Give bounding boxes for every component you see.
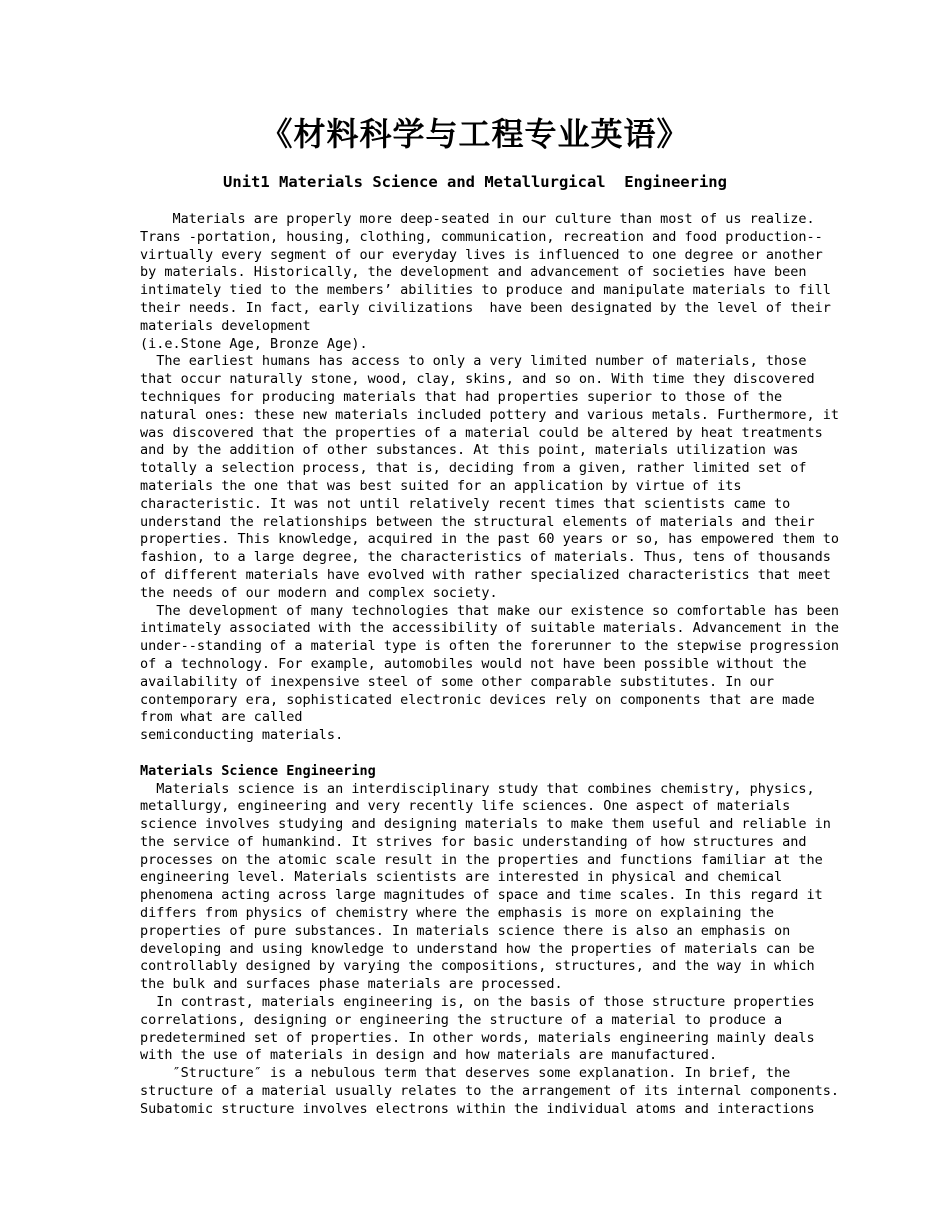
text-line: Materials science is an interdisciplinary study that combines chemistry, physics, (140, 780, 815, 797)
text-line: (i.e.Stone Age, Bronze Age). (140, 335, 368, 352)
text-line: correlations, designing or engineering the structure of a material to produce a (140, 1011, 783, 1028)
text-line: natural ones: these new materials included pottery and various metals. Furthermore, it (140, 406, 839, 423)
text-line: materials development (140, 317, 311, 334)
blank-line (140, 745, 820, 763)
text-line: semiconducting materials. (140, 727, 344, 744)
text-line: structure of a material usually relates to the arrangement of its internal components. (140, 1083, 839, 1100)
text-line: differs from physics of chemistry where the emphasis is more on explaining the (140, 905, 774, 922)
text-line: engineering level. Materials scientists are interested in physical and chemical (140, 869, 783, 886)
text-line: by materials. Historically, the development and advancement of societies have been (140, 264, 807, 281)
text-line: science involves studying and designing materials to make them useful and reliable in (140, 816, 831, 833)
text-line: techniques for producing materials that had properties superior to those of the (140, 388, 783, 405)
text-line: contemporary era, sophisticated electronic devices rely on components that are made (140, 691, 815, 708)
text-line: characteristic. It was not until relatively recent times that scientists came to (140, 495, 791, 512)
text-line: The earliest humans has access to only a very limited number of materials, those (140, 353, 807, 370)
text-line: of a technology. For example, automobiles would not have been possible without the (140, 655, 807, 672)
text-line: intimately associated with the accessibility of suitable materials. Advancement in the (140, 620, 839, 637)
document-title: 《材料科学与工程专业英语》 (260, 115, 690, 153)
text-line: their needs. In fact, early civilizations have been designated by the level of their (140, 299, 831, 316)
text-line: that occur naturally stone, wood, clay, skins, and so on. With time they discovered (140, 371, 815, 388)
text-line: was discovered that the properties of a material could be altered by heat treatments (140, 424, 823, 441)
text-line: of different materials have evolved with rather specialized characteristics that meet (140, 566, 831, 583)
text-line: availability of inexpensive steel of some other comparable substitutes. In our (140, 673, 774, 690)
text-line: totally a selection process, that is, deciding from a given, rather limited set of (140, 460, 807, 477)
text-line: the needs of our modern and complex society. (140, 584, 498, 601)
text-line: with the use of materials in design and how materials are manufactured. (140, 1047, 718, 1064)
text-line: intimately tied to the members’ abilities to produce and manipulate materials to fill (140, 282, 831, 299)
text-line: properties. This knowledge, acquired in the past 60 years or so, has empowered them to (140, 531, 839, 548)
section-heading: Materials Science Engineering (140, 762, 376, 779)
text-line: Trans -portation, housing, clothing, communication, recreation and food production-- (140, 228, 823, 245)
text-line: fashion, to a large degree, the characteristics of materials. Thus, tens of thousands (140, 549, 831, 566)
text-line: In contrast, materials engineering is, on the basis of those structure properties (140, 994, 815, 1011)
unit-title: Unit1 Materials Science and Metallurgical Engineering (223, 173, 727, 191)
text-line: understand the relationships between the structural elements of materials and their (140, 513, 815, 530)
text-line: predetermined set of properties. In other words, materials engineering mainly deals (140, 1029, 815, 1046)
text-line: and by the addition of other substances. At this point, materials utilization was (140, 442, 799, 459)
text-line: from what are called (140, 709, 303, 726)
text-line: materials the one that was best suited for an application by virtue of its (140, 477, 742, 494)
text-line: the bulk and surfaces phase materials are processed. (140, 976, 563, 993)
text-line: developing and using knowledge to understand how the properties of materials can be (140, 940, 815, 957)
text-line: the service of humankind. It strives for basic understanding of how structures and (140, 833, 807, 850)
document-body (140, 211, 839, 1119)
text-line: under--standing of a material type is often the forerunner to the stepwise progression (140, 638, 839, 655)
text-line: The development of many technologies that make our existence so comfortable has been (140, 602, 839, 619)
text-line: properties of pure substances. In materials science there is also an emphasis on (140, 922, 791, 939)
text-line: Materials are properly more deep-seated in our culture than most of us realize. (140, 211, 815, 227)
text-line: Subatomic structure involves electrons within the individual atoms and interactions (140, 1100, 815, 1117)
text-line: processes on the atomic scale result in the properties and functions familiar at the (140, 851, 823, 868)
text-line: controllably designed by varying the compositions, structures, and the way in which (140, 958, 815, 975)
text-line: virtually every segment of our everyday lives is influenced to one degree or another (140, 246, 823, 263)
text-line: phenomena acting across large magnitudes of space and time scales. In this regard it (140, 887, 823, 904)
text-line: ″Structure″ is a nebulous term that deserves some explanation. In brief, the (140, 1065, 791, 1082)
text-line: metallurgy, engineering and very recently life sciences. One aspect of materials (140, 798, 791, 815)
